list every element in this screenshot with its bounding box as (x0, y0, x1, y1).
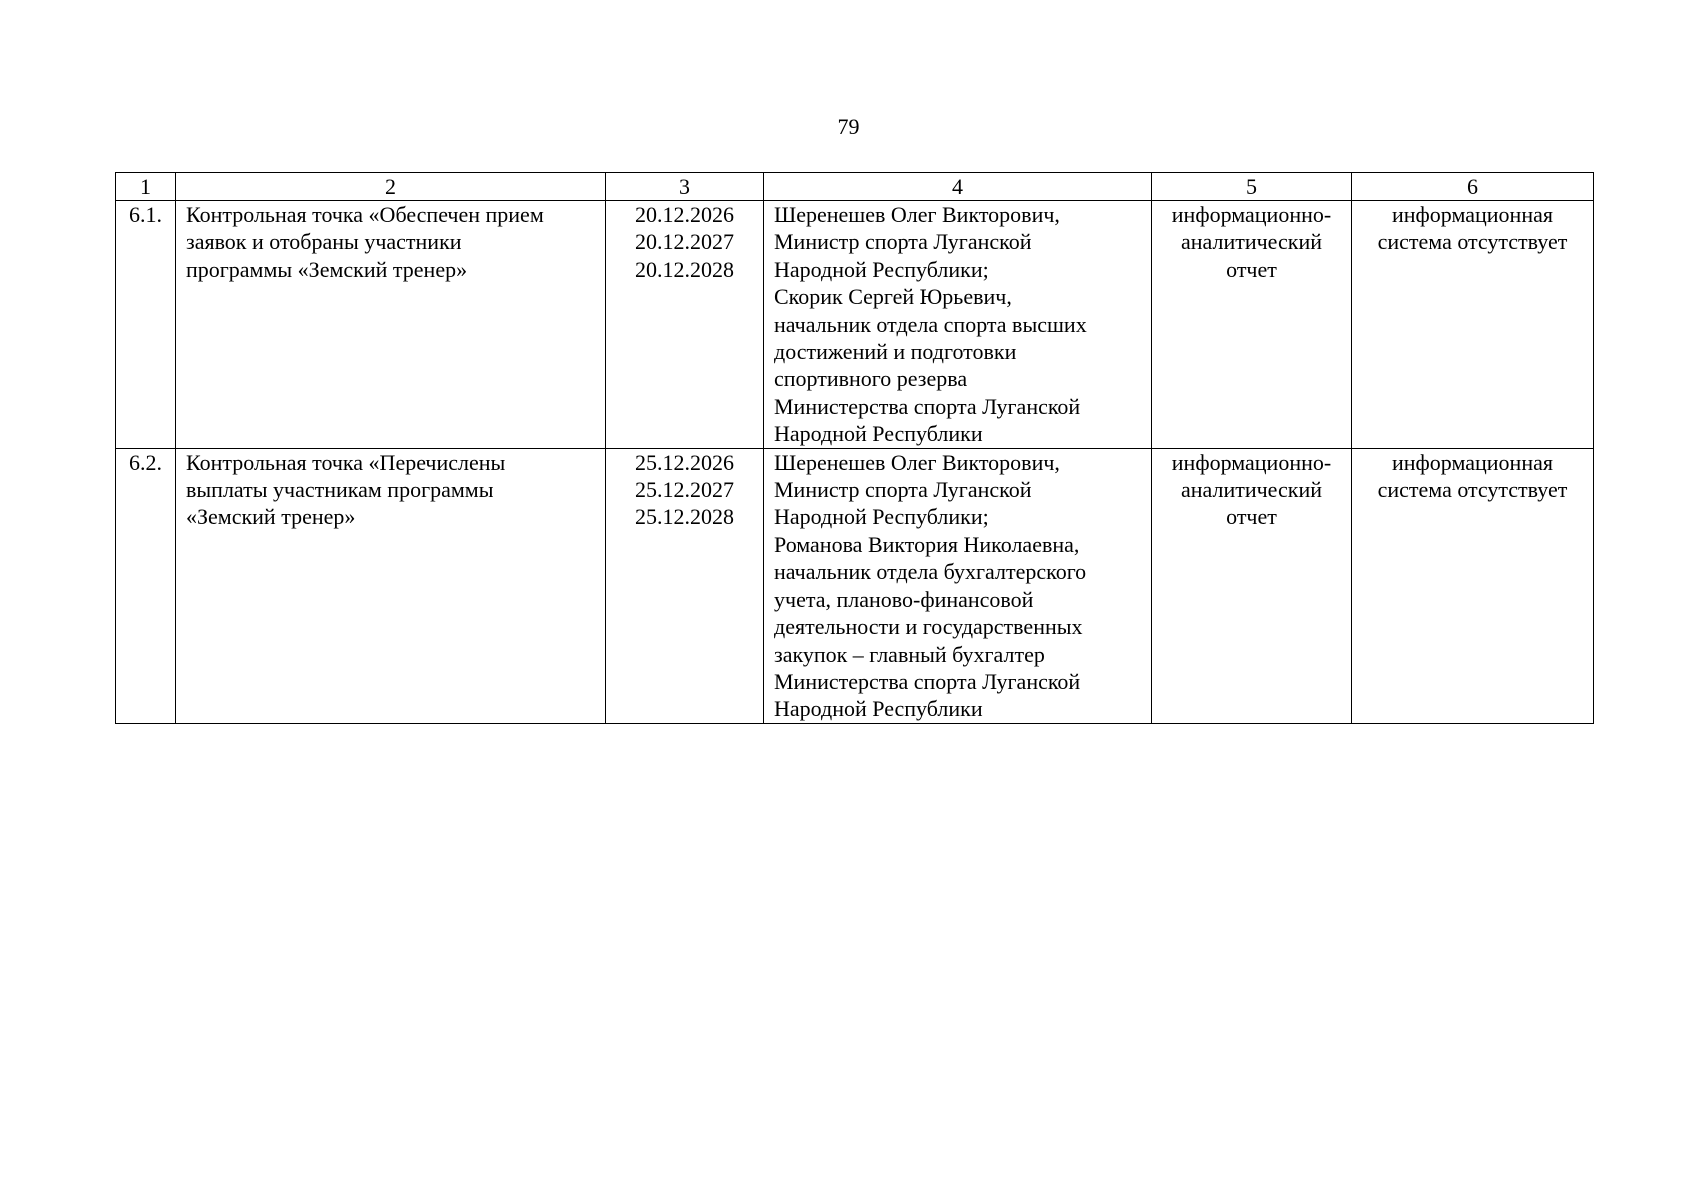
date-line: 25.12.2027 (635, 477, 734, 503)
text-line: аналитический (1180, 229, 1322, 255)
text-line: достижений и подготовки (774, 339, 1017, 365)
text-line: Скорик Сергей Юрьевич, (774, 284, 1012, 310)
control-points-table (115, 172, 1594, 724)
text-line: Народной Республики (774, 421, 983, 447)
date-line: 25.12.2026 (635, 449, 734, 475)
header-cell-4: 4 (764, 173, 1152, 201)
information-system-cell (1352, 448, 1594, 723)
header-cell-2: 2 (176, 173, 606, 201)
text-line: закупок – главный бухгалтер (774, 641, 1045, 667)
text-line: аналитический (1180, 477, 1322, 503)
text-line: Контрольная точка «Перечислены (186, 449, 506, 475)
table-header-row (116, 173, 1594, 201)
text-line: информационная (1392, 449, 1553, 475)
text-line: система отсутствует (1377, 229, 1568, 255)
text-line: учета, планово-финансовой (774, 586, 1034, 612)
text-line: программы «Земский тренер» (186, 256, 468, 282)
date-line: 20.12.2027 (635, 229, 734, 255)
text-line: Романова Виктория Николаевна, (774, 531, 1080, 557)
text-line: информационная (1392, 202, 1553, 227)
text-line: отчет (1226, 504, 1277, 530)
text-line: заявок и отобраны участники (186, 229, 462, 255)
text-line: Контрольная точка «Обеспечен прием (186, 202, 544, 227)
table-row (116, 201, 1594, 449)
text-line: информационно- (1171, 449, 1332, 475)
table-row (116, 448, 1594, 723)
text-line: Министерства спорта Луганской (774, 393, 1081, 419)
information-system-cell (1352, 201, 1594, 449)
text-line: спортивного резерва (774, 366, 968, 392)
text-line: Шеренешев Олег Викторович, (774, 449, 1060, 475)
responsible-cell (764, 448, 1152, 723)
date-line: 20.12.2026 (635, 202, 734, 227)
text-line: Шеренешев Олег Викторович, (774, 202, 1060, 227)
text-line: деятельности и государственных (774, 614, 1083, 640)
header-cell-5: 5 (1152, 173, 1352, 201)
text-line: система отсутствует (1377, 477, 1568, 503)
control-point-name-cell (176, 448, 606, 723)
page-number: 79 (837, 114, 860, 139)
header-cell-1: 1 (116, 173, 176, 201)
row-number-cell: 6.1. (116, 201, 176, 449)
document-type-cell (1152, 201, 1352, 449)
dates-cell (606, 448, 764, 723)
header-cell-6: 6 (1352, 173, 1594, 201)
row-number-cell: 6.2. (116, 448, 176, 723)
text-line: Министр спорта Луганской (774, 477, 1032, 503)
date-line: 25.12.2028 (635, 504, 734, 530)
header-cell-3: 3 (606, 173, 764, 201)
text-line: Народной Республики; (774, 256, 989, 282)
text-line: Народной Республики; (774, 504, 989, 530)
control-point-name-cell (176, 201, 606, 449)
text-line: начальник отдела бухгалтерского (774, 559, 1087, 585)
text-line: отчет (1226, 256, 1277, 282)
text-line: информационно- (1171, 202, 1332, 227)
text-line: начальник отдела спорта высших (774, 311, 1087, 337)
text-line: Министерства спорта Луганской (774, 668, 1081, 694)
date-line: 20.12.2028 (635, 256, 734, 282)
responsible-cell (764, 201, 1152, 449)
text-line: выплаты участникам программы (186, 477, 494, 503)
document-type-cell (1152, 448, 1352, 723)
dates-cell (606, 201, 764, 449)
text-line: «Земский тренер» (186, 504, 356, 530)
text-line: Министр спорта Луганской (774, 229, 1032, 255)
text-line: Народной Республики (774, 696, 983, 722)
